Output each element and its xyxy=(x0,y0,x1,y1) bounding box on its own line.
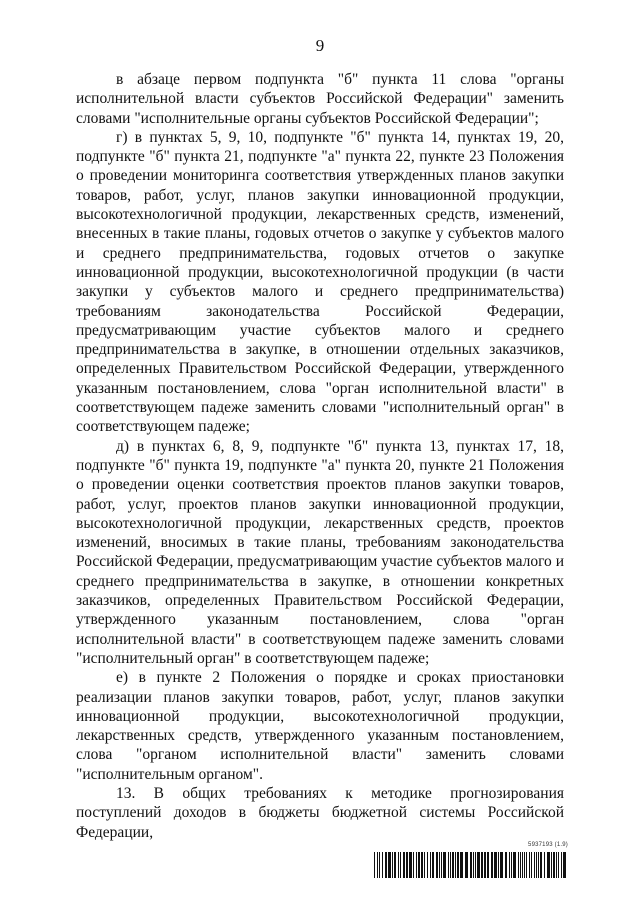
barcode-image xyxy=(374,852,568,878)
barcode-bar xyxy=(531,852,532,878)
barcode-bar xyxy=(475,852,476,878)
barcode-bar xyxy=(398,852,399,878)
barcode-bar xyxy=(544,852,545,878)
barcode-bar xyxy=(511,852,512,878)
barcode-bar xyxy=(498,852,499,878)
barcode-bar xyxy=(392,852,393,878)
barcode-bar xyxy=(455,852,456,878)
paragraph: в абзаце первом подпункта "б" пункта 11 слова "органы исполнительной власти субъектов Российской Федерации" заменить словами "исполнительные органы субъектов Российской Федерации"; xyxy=(76,71,564,127)
barcode-bar xyxy=(509,852,510,878)
barcode-bar xyxy=(385,852,387,878)
barcode-bar xyxy=(409,852,412,878)
barcode-bar xyxy=(487,852,489,878)
paragraph: е) в пункте 2 Положения о порядке и сроках приостановки реализации планов закупки товаров, работ, услуг, планов закупки инновационной продукции, высокотехнологичной продукции, лекарственных средств, утвержденного указанным постановлением, слова "органом исполнительной власти" заменить словами "исполнительным органом". xyxy=(76,669,564,783)
barcode-bar xyxy=(522,852,523,878)
barcode-bar xyxy=(424,852,425,878)
barcode-bar xyxy=(556,852,557,878)
paragraph: д) в пунктах 6, 8, 9, подпункте "б" пункта 13, пунктах 17, 18, подпункте "б" пункта 19, подпункте "а" пункта 20, пункте 21 Положения о проведении оценки соответствия проектов планов закупки товаров, работ, услуг, проектов планов закупки инновационной продукции, высокотехнологичной продукции, лекарственных средств, проектов изменений, вносимых в такие планы, требованиям законодательства Российской Федерации, предусматривающим участие субъектов малого и среднего предпринимательства в закупке, в отношении конкретных заказчиков, определенных Правительством Российской Федерации, утвержденного указанным постановлением, слова "орган исполнительной власти" в соответствующем падеже заменить словами "исполнительный орган" в соответствующем падеже; xyxy=(76,437,564,667)
barcode-bar xyxy=(473,852,474,878)
page-number: 9 xyxy=(315,36,325,55)
barcode-bar xyxy=(406,852,408,878)
barcode-bar xyxy=(377,852,378,878)
barcode-bar xyxy=(540,852,542,878)
barcode-bar xyxy=(536,852,537,878)
barcode-bar xyxy=(403,852,405,878)
barcode-bar xyxy=(416,852,417,878)
barcode-bar xyxy=(494,852,497,878)
barcode-bar xyxy=(547,852,550,878)
barcode-bar xyxy=(538,852,539,878)
barcode-bar xyxy=(477,852,480,878)
barcode-bar xyxy=(443,852,446,878)
barcode-bar xyxy=(374,852,375,878)
barcode-bar xyxy=(413,852,414,878)
barcode-bar xyxy=(439,852,440,878)
barcode-bar xyxy=(529,852,530,878)
barcode-bar xyxy=(526,852,527,878)
barcode-bar xyxy=(379,852,380,878)
paragraph: г) в пунктах 5, 9, 10, подпункте "б" пункта 14, пунктах 19, 20, подпункте "б" пункта 21, подпункте "а" пункта 22, пункте 23 Положения о проведении мониторинга соответствия утвержденных планов закупки товаров, работ, услуг, планов закупки инновационной продукции, высокотехнологичной продукции, лекарственных средств, изменений, внесенных в такие планы, годовых отчетов о закупке у субъектов малого и среднего предпринимательства, годовых отчетов о закупке инновационной продукции, высокотехнологичной продукции (в части закупки у субъектов малого и среднего предпринимательства) требованиям законодательства Российской Федерации, предусматривающим участие субъектов малого и среднего предпринимательства в закупке, в отношении отдельных заказчиков, определенных Правительством Российской Федерации, утвержденного указанным постановлением, слова "орган исполнительной власти" в соответствующем падеже заменить словами "исполнительный орган" в соответствующем падеже; xyxy=(76,128,564,436)
barcode-bar xyxy=(436,852,438,878)
barcode-bar xyxy=(460,852,463,878)
barcode-bar xyxy=(513,852,516,878)
barcode-bar xyxy=(465,852,468,878)
barcode-id: 5937193 (1.9) xyxy=(528,842,568,848)
barcode-bar xyxy=(551,852,552,878)
barcode-bar xyxy=(394,852,396,878)
barcode-bar xyxy=(534,852,535,878)
barcode-bar xyxy=(520,852,521,878)
barcode-bar xyxy=(448,852,449,878)
barcode-bar xyxy=(400,852,401,878)
barcode-bar xyxy=(553,852,555,878)
document-body xyxy=(76,70,564,842)
barcode-bar xyxy=(561,852,562,878)
barcode-bar xyxy=(505,852,507,878)
barcode-bar xyxy=(491,852,493,878)
barcode-bar xyxy=(563,852,566,878)
barcode-bar xyxy=(421,852,423,878)
barcode-bar xyxy=(450,852,451,878)
paragraph: 13. В общих требованиях к методике прогнозирования поступлений доходов в бюджеты бюджетной системы Российской Федерации, xyxy=(76,784,564,841)
barcode-bar xyxy=(484,852,486,878)
barcode-bar xyxy=(558,852,559,878)
barcode-bar xyxy=(457,852,459,878)
barcode-bar xyxy=(382,852,383,878)
barcode-bar xyxy=(452,852,454,878)
barcode-block xyxy=(374,842,568,878)
barcode-bar xyxy=(388,852,391,878)
barcode-bar xyxy=(518,852,519,878)
barcode-bar xyxy=(427,852,428,878)
barcode-bar xyxy=(432,852,434,878)
barcode-bar xyxy=(418,852,420,878)
barcode-bar xyxy=(430,852,431,878)
barcode-bar xyxy=(524,852,525,878)
barcode-bar xyxy=(481,852,483,878)
barcode-bar xyxy=(500,852,503,878)
barcode-bar xyxy=(470,852,472,878)
barcode-bar xyxy=(441,852,442,878)
